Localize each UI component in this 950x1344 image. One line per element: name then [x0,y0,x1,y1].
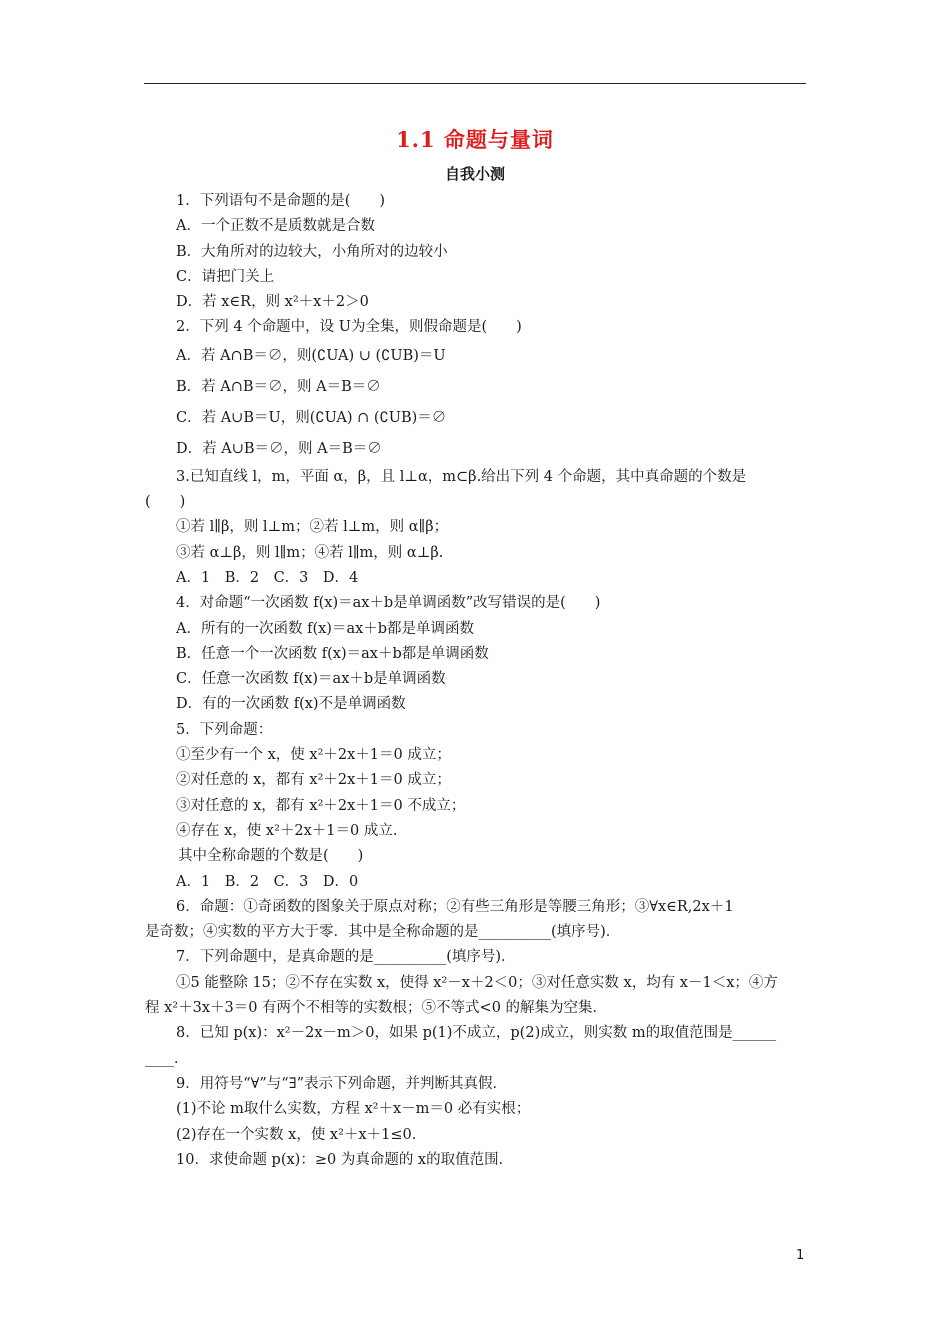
question-3: 3.已知直线 l，m，平面 α，β，且 l⊥α，m⊂β.给出下列 4 个命题，其中真命题的个数是 [176,468,747,485]
proposition-line: ②对任意的 x，都有 x²＋2x＋1＝0 成立； [176,772,451,789]
question-3-continued: ( ) [145,494,186,511]
option-line: D．若 A∪B＝∅，则 A＝B＝∅ [176,440,382,457]
question-7: 7．下列命题中，是真命题的是__________(填序号)． [176,949,516,966]
option-line: C．请把门关上 [176,268,275,285]
header-rule [144,83,806,84]
question-1: 1．下列语句不是命题的是( ) [176,193,386,209]
question-8: 8．已知 p(x)：x²－2x－m＞0，如果 p(1)不成立，p(2)成立，则实数 m的取值范围是______ [176,1025,777,1042]
option-line: C．任意一次函数 f(x)＝ax＋b是单调函数 [176,671,446,688]
option-line: B．若 A∩B＝∅，则 A＝B＝∅ [176,378,381,395]
option-line: D．有的一次函数 f(x)不是单调函数 [176,696,406,713]
proposition-line: ①若 l∥β，则 l⊥m；②若 l⊥m，则 α∥β； [176,519,449,536]
proposition-line: ①至少有一个 x，使 x²＋2x＋1＝0 成立； [176,747,451,764]
option-line: B．任意一个一次函数 f(x)＝ax＋b都是单调函数 [176,645,489,662]
question-8-continued: ____． [145,1050,189,1067]
question-10: 10．求使命题 p(x)：≥0 为真命题的 x的取值范围． [176,1151,514,1168]
proposition-line: ③对任意的 x，都有 x²＋2x＋1＝0 不成立； [176,797,466,814]
option-line: B．大角所对的边较大，小角所对的边较小 [176,243,448,260]
proposition-line: ③若 α⊥β，则 l∥m；④若 l∥m，则 α⊥β. [176,544,444,561]
question-6: 6．命题：①奇函数的图象关于原点对称；②有些三角形是等腰三角形；③∀x∈R,2x＋1 [176,898,734,915]
option-line: D．若 x∈R，则 x²＋x＋2＞0 [176,294,369,311]
question-5-prompt: 其中全称命题的个数是( ) [178,848,364,865]
option-line: C．若 A∪B＝U，则(∁UA) ∩ (∁UB)＝∅ [176,409,447,426]
option-line: A．所有的一次函数 f(x)＝ax＋b都是单调函数 [176,620,475,637]
page-title: 1.1 命题与量词 [396,127,554,152]
question-7-items: ①5 能整除 15；②不存在实数 x，使得 x²－x＋2＜0；③对任意实数 x，均有 x－1＜x；④方 [176,974,778,991]
option-line: A．1 B．2 C．3 D．4 [176,569,359,586]
option-line: A．1 B．2 C．3 D．0 [176,873,359,890]
option-line: A．一个正数不是质数就是合数 [176,218,375,235]
question-6-continued: 是奇数；④实数的平方大于零．其中是全称命题的是__________(填序号)． [145,924,621,941]
question-2: 2．下列 4 个命题中，设 U为全集，则假命题是( ) [176,319,522,336]
page-number: 1 [796,1248,805,1263]
question-9: 9．用符号“∀”与“∃”表示下列命题，并判断其真假． [176,1075,507,1092]
option-line: A．若 A∩B＝∅，则(∁UA) ∪ (∁UB)＝U [176,347,446,364]
question-9-part-2: (2)存在一个实数 x，使 x²＋x＋1≤0. [176,1126,417,1143]
question-9-part-1: (1)不论 m取什么实数，方程 x²＋x－m＝0 必有实根； [176,1101,531,1118]
question-list [145,189,807,1173]
proposition-line: ④存在 x，使 x²＋2x＋1＝0 成立. [176,822,398,839]
section-subtitle: 自我小测 [444,165,505,183]
question-4: 4．对命题“一次函数 f(x)＝ax＋b是单调函数”改写错误的是( ) [176,595,601,612]
question-7-continued: 程 x²＋3x＋3＝0 有两个不相等的实数根；⑤不等式<0 的解集为空集． [145,1000,608,1017]
question-5: 5．下列命题： [176,721,273,738]
